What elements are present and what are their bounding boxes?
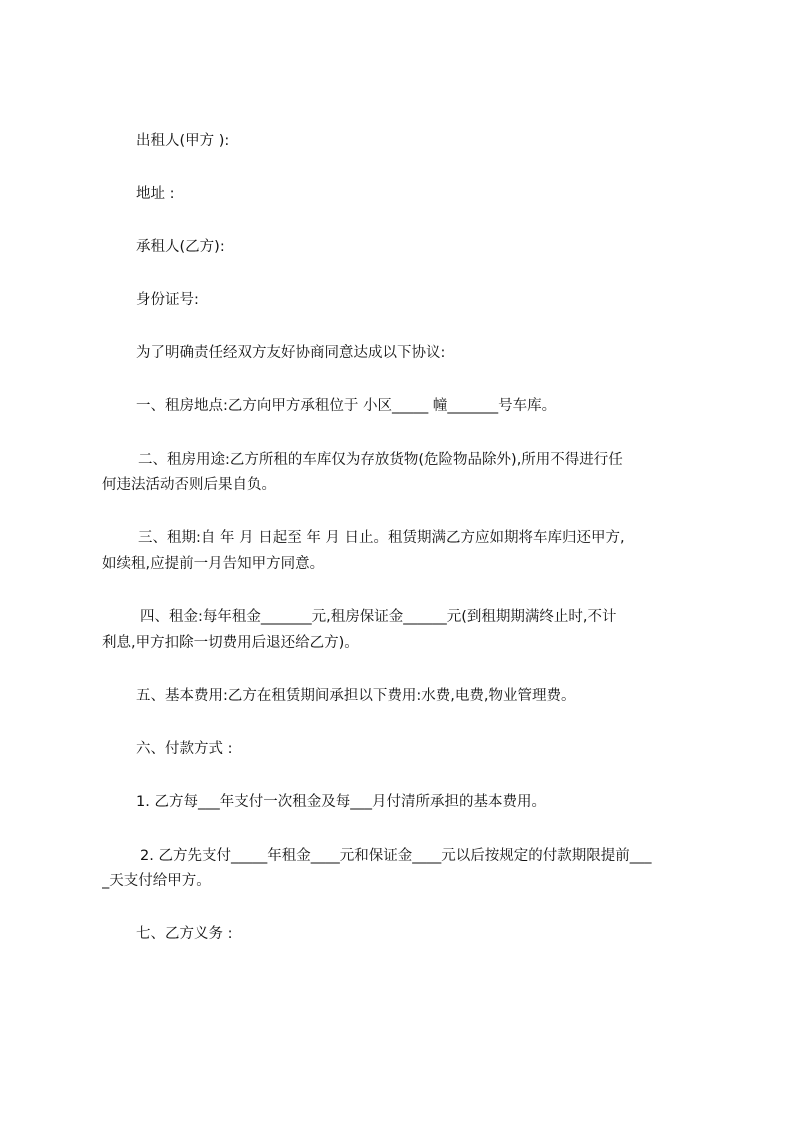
clause-4-rent-cont: 利息,甲方扣除一切费用后退还给乙方)。 — [102, 635, 359, 651]
clause-3-term-cont: 如续租,应提前一月告知甲方同意。 — [102, 556, 325, 572]
clause-4-rent: 四、租金:每年租金_______元,租房保证金______元(到租期期满终止时,不计 — [140, 609, 617, 625]
clause-3-term: 三、租期:自 年 月 日起至 年 月 日止。租赁期满乙方应如期将车库归还甲方, — [138, 530, 625, 546]
preamble-text: 为了明确责任经双方友好协商同意达成以下协议: — [136, 345, 446, 361]
clause-1-location: 一、租房地点:乙方向甲方承租位于 小区_____ 幢_______号车库。 — [136, 398, 557, 414]
clause-2-usage-cont: 何违法活动否则后果自负。 — [102, 477, 276, 493]
clause-2-usage: 二、租房用途:乙方所租的车库仅为存放货物(危险物品除外),所用不得进行任 — [138, 452, 623, 468]
lessor-label: 出租人(甲方 ): — [136, 133, 230, 149]
clause-6-item-1: 1. 乙方每___年支付一次租金及每___月付清所承担的基本费用。 — [136, 794, 546, 810]
clause-6-item-2: 2. 乙方先支付_____年租金____元和保证金____元以后按规定的付款期限提前___ — [140, 848, 652, 864]
clause-7-obligations: 七、乙方义务 : — [136, 926, 233, 942]
clause-6-item-2-cont: _天支付给甲方。 — [102, 873, 211, 889]
clause-6-payment: 六、付款方式 : — [136, 741, 233, 757]
clause-5-fees: 五、基本费用:乙方在租赁期间承担以下费用:水费,电费,物业管理费。 — [136, 688, 576, 704]
lessee-label: 承租人(乙方): — [136, 239, 225, 255]
address-label: 地址 : — [136, 186, 175, 202]
id-number-label: 身份证号: — [136, 292, 199, 308]
